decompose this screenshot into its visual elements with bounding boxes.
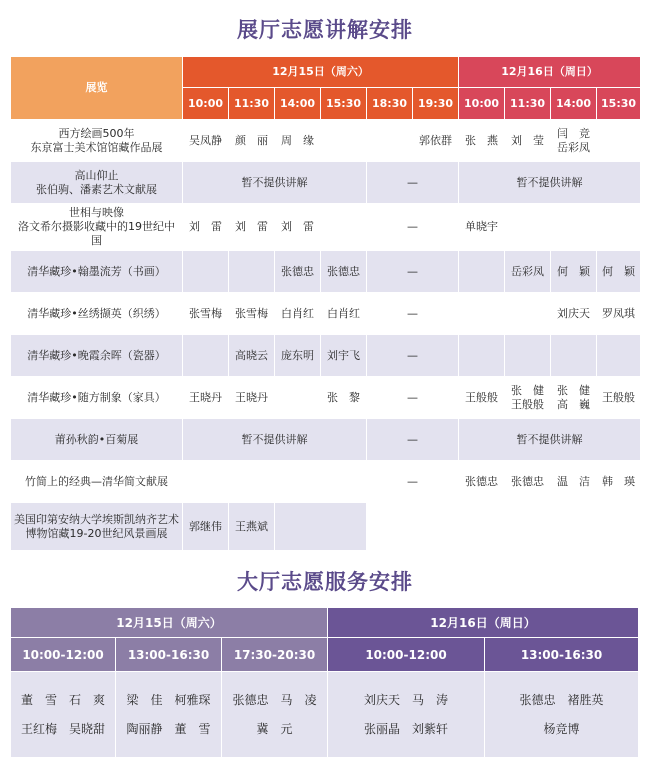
volunteer-cell: 郭依群 [413, 120, 459, 162]
table-row [11, 120, 641, 162]
unavailable-dash: — [367, 461, 459, 503]
volunteer-cell [183, 335, 229, 377]
time-slot: 17:30-20:30 [222, 638, 328, 672]
volunteer-cell: 刘宇飞 [321, 335, 367, 377]
volunteer-cell [275, 503, 367, 551]
time-slot: 10:00 [459, 88, 505, 120]
day1-header: 12月15日（周六） [11, 608, 328, 638]
volunteer-cell: 白肖红 [321, 293, 367, 335]
volunteer-cell: 郭继伟 [183, 503, 229, 551]
no-tour-notice: 暂不提供讲解 [459, 162, 641, 204]
volunteer-cell: 周 缘 [275, 120, 321, 162]
time-slot: 15:30 [321, 88, 367, 120]
time-slot: 11:30 [229, 88, 275, 120]
time-slot: 10:00-12:00 [11, 638, 116, 672]
volunteer-cell: 张德忠 褚胜英 杨竞博 [485, 672, 639, 758]
volunteer-cell: 王般般 [459, 377, 505, 419]
volunteer-cell [505, 335, 551, 377]
volunteer-cell [597, 120, 641, 162]
table-row [11, 377, 641, 419]
exhibit-schedule-title: 展厅志愿讲解安排 [237, 18, 413, 42]
volunteer-cell: 刘庆天 [551, 293, 597, 335]
no-tour-notice: 暂不提供讲解 [183, 162, 367, 204]
volunteer-cell [183, 251, 229, 293]
volunteer-cell [183, 461, 367, 503]
volunteer-cell [229, 251, 275, 293]
volunteer-cell: 吴凤静 [183, 120, 229, 162]
volunteer-cell: 张德忠 [321, 251, 367, 293]
time-slot: 14:00 [551, 88, 597, 120]
volunteer-cell: 刘庆天 马 涛 张丽晶 刘紫轩 [328, 672, 485, 758]
volunteer-cell: 张 燕 [459, 120, 505, 162]
unavailable-dash: — [367, 204, 459, 251]
volunteer-cell: 张德忠 [505, 461, 551, 503]
exhibit-name: 清华藏珍•随方制象（家具） [11, 377, 183, 419]
exhibit-name: 清华藏珍•翰墨流芳（书画） [11, 251, 183, 293]
unavailable-dash: — [367, 377, 459, 419]
table-row [11, 335, 641, 377]
exhibit-schedule-table [10, 56, 641, 551]
unavailable-dash: — [367, 251, 459, 293]
volunteer-cell [367, 120, 413, 162]
empty-cell [367, 503, 641, 551]
volunteer-cell: 单晓宇 [459, 204, 551, 251]
day1-header: 12月15日（周六） [183, 57, 459, 88]
volunteer-cell: 张德忠 [275, 251, 321, 293]
no-tour-notice: 暂不提供讲解 [459, 419, 641, 461]
exhibit-name: 美国印第安纳大学埃斯凯纳齐艺术 博物馆藏19-20世纪风景画展 [11, 503, 183, 551]
exhibit-name: 西方绘画500年 东京富士美术馆馆藏作品展 [11, 120, 183, 162]
volunteer-cell: 梁 佳 柯雅琛 陶丽静 董 雪 [116, 672, 222, 758]
table-row [11, 204, 641, 251]
unavailable-dash: — [367, 162, 459, 204]
table-row [11, 461, 641, 503]
volunteer-cell: 刘 莹 [505, 120, 551, 162]
table-row [11, 503, 641, 551]
unavailable-dash: — [367, 335, 459, 377]
table-row [11, 162, 641, 204]
time-slot: 13:00-16:30 [485, 638, 639, 672]
volunteer-cell: 刘 雷 [183, 204, 229, 251]
volunteer-cell: 白肖红 [275, 293, 321, 335]
volunteer-cell: 韩 瑛 [597, 461, 641, 503]
exhibit-name: 清华藏珍•丝绣撷英（织绣） [11, 293, 183, 335]
day2-header: 12月16日（周日） [328, 608, 639, 638]
volunteer-cell: 温 洁 [551, 461, 597, 503]
time-slot: 11:30 [505, 88, 551, 120]
time-slot: 15:30 [597, 88, 641, 120]
volunteer-cell [597, 204, 641, 251]
exhibit-name: 竹简上的经典—清华简文献展 [11, 461, 183, 503]
volunteer-cell: 张德忠 [459, 461, 505, 503]
exhibit-name: 清华藏珍•晚霞余晖（瓷器） [11, 335, 183, 377]
volunteer-cell: 张雪梅 [229, 293, 275, 335]
volunteer-cell [551, 204, 597, 251]
volunteer-cell [551, 335, 597, 377]
volunteer-cell: 王晓丹 [183, 377, 229, 419]
volunteer-cell [459, 251, 505, 293]
exhibit-name: 高山仰止 张伯驹、潘素艺术文献展 [11, 162, 183, 204]
volunteer-cell: 董 雪 石 爽 王红梅 吴晓甜 [11, 672, 116, 758]
volunteer-cell [459, 293, 505, 335]
time-slot: 13:00-16:30 [116, 638, 222, 672]
volunteer-cell: 罗凤琪 [597, 293, 641, 335]
volunteer-cell: 何 颖 [551, 251, 597, 293]
table-row [11, 293, 641, 335]
volunteer-cell: 高晓云 [229, 335, 275, 377]
unavailable-dash: — [367, 419, 459, 461]
unavailable-dash: — [367, 293, 459, 335]
hall-schedule-title: 大厅志愿服务安排 [237, 570, 413, 594]
no-tour-notice: 暂不提供讲解 [183, 419, 367, 461]
volunteer-cell [597, 335, 641, 377]
volunteer-cell: 刘 雷 [229, 204, 275, 251]
volunteer-cell: 张德忠 马 凌 冀 元 [222, 672, 328, 758]
exhibit-column-header: 展览 [11, 57, 183, 120]
exhibit-name: 世相与映像 洛文希尔摄影收藏中的19世纪中国 [11, 204, 183, 251]
volunteer-cell: 张 黎 [321, 377, 367, 419]
volunteer-cell: 庞东明 [275, 335, 321, 377]
volunteer-cell: 岳彩凤 [505, 251, 551, 293]
volunteer-cell: 何 颖 [597, 251, 641, 293]
volunteer-cell [505, 293, 551, 335]
volunteer-cell: 张雪梅 [183, 293, 229, 335]
exhibit-name: 莆孙秋韵•百菊展 [11, 419, 183, 461]
volunteer-cell: 王晓丹 [229, 377, 275, 419]
volunteer-cell: 王般般 [597, 377, 641, 419]
day2-header: 12月16日（周日） [459, 57, 641, 88]
volunteer-cell: 颜 丽 [229, 120, 275, 162]
volunteer-cell [321, 120, 367, 162]
volunteer-cell: 闫 竞 岳彩凤 [551, 120, 597, 162]
volunteer-cell: 刘 雷 [275, 204, 321, 251]
table-row [11, 251, 641, 293]
volunteer-cell: 王燕斌 [229, 503, 275, 551]
volunteer-cell: 张 健 王般般 [505, 377, 551, 419]
hall-schedule-table [10, 607, 639, 758]
time-slot: 19:30 [413, 88, 459, 120]
volunteer-cell [275, 377, 321, 419]
volunteer-cell [321, 204, 367, 251]
volunteer-cell: 张 健 高 巍 [551, 377, 597, 419]
table-row [11, 419, 641, 461]
time-slot: 10:00-12:00 [328, 638, 485, 672]
time-slot: 10:00 [183, 88, 229, 120]
time-slot: 14:00 [275, 88, 321, 120]
volunteer-cell [459, 335, 505, 377]
time-slot: 18:30 [367, 88, 413, 120]
